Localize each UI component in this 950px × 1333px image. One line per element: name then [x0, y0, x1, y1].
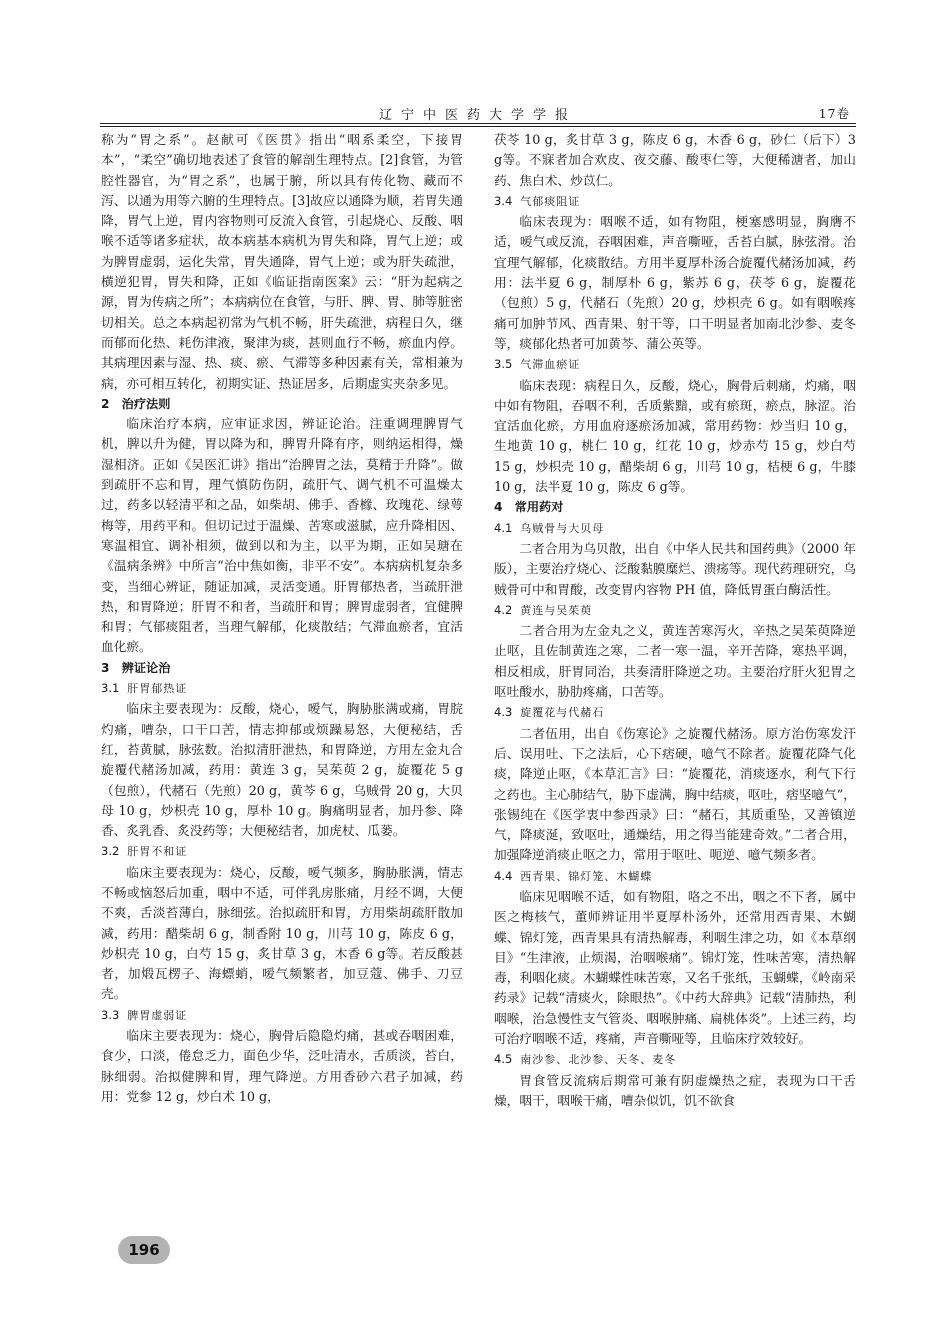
- subsection-heading: [494, 354, 856, 375]
- subsection-number: 3.5: [494, 357, 513, 372]
- subsection-title: 气郁痰阻证: [520, 194, 581, 208]
- paragraph: 临床表现：病程日久，反酸，烧心，胸骨后刺痛，灼痛，咽中如有物阻，吞咽不利，舌质紫黯，或有瘀斑，瘀点，脉涩。治宜活血化瘀，方用血府逐瘀汤加减，常用药物：炒当归 10 g，生地黄 10 g，桃仁 10 g，红花 10 g，炒赤芍 15 g，炒白芍 15 g，炒枳壳 10 g，醋柴胡 6 g，川芎 10 g，桔梗 6 g，牛膝 10 g，法半夏 10 g，陈皮 6 g等。: [494, 377, 856, 495]
- subsection-number: 4.3: [494, 705, 513, 720]
- running-header: [100, 102, 856, 122]
- page-number-badge: 196: [118, 1236, 170, 1264]
- paragraph: 茯苓 10 g，炙甘草 3 g，陈皮 6 g，木香 6 g，砂仁（后下）3 g等。不寐者加合欢皮、夜交藤、酸枣仁等，大便稀溏者，加山药、焦白术、炒苡仁。: [494, 132, 856, 188]
- header-rule-top: [100, 123, 856, 124]
- paragraph: 临床主要表现为：烧心，反酸，嗳气频多，胸胁胀满，情志不畅或恼怒后加重，咽中不适，可伴乳房胀痛，月经不调，大便不爽，舌淡苔薄白，脉细弦。治拟疏肝和胃，方用柴胡疏肝散加减，药用：醋柴胡 6 g，制香附 10 g，川芎 10 g，陈皮 6 g，炒枳壳 10 g，白芍 15 g，炙甘草 3 g，木香 6 g等。若反酸甚者，加煅瓦楞子、海螵蛸，嗳气频繁者，加豆蔻、佛手、刀豆壳。: [101, 864, 463, 1002]
- subsection-heading: [101, 1005, 463, 1026]
- subsection-number: 4.2: [494, 602, 513, 617]
- subsection-title: 黄连与吴茱萸: [520, 603, 593, 617]
- subsection-heading: [101, 841, 463, 862]
- section-heading: 3 辨证论治: [101, 660, 171, 675]
- subsection-number: 4.5: [494, 1052, 513, 1067]
- right-column: [494, 130, 856, 1111]
- subsection-heading: [494, 702, 856, 723]
- subsection-heading: [494, 191, 856, 212]
- subsection-heading: [494, 866, 856, 887]
- subsection-number: 3.3: [101, 1007, 120, 1022]
- paragraph: 临床治疗本病，应审证求因，辨证论治。注重调理脾胃气机，脾以升为健，胃以降为和，脾胃升降有序，则纳运相得，燥湿相济。正如《吴医汇讲》指出“治脾胃之法，莫精于升降”。做到疏肝不忘和胃，理气慎防伤阴，疏肝气、调气机不可温燥太过，药多以轻清平和之品，如柴胡、佛手、香橼、玫瑰花、绿萼梅等，用药平和。但切记过于温燥、苦寒或滋腻，应升降相因、寒温相宜、调补相须，做到以和为主，以平为期，正如吴瑭在《温病条辨》中所言“治中焦如衡，非平不安”。本病病机复杂多变，当细心辨证，随证加减，灵活变通。肝胃郁热者，当疏肝泄热，和胃降逆；肝胃不和者，当疏肝和胃；脾胃虚弱者，宜健脾和胃；气郁痰阻者，当理气解郁，化痰散结；气滞血瘀者，宜活血化瘀。: [101, 416, 463, 655]
- subsection-title: 气滞血瘀证: [520, 358, 581, 372]
- subsection-title: 肝胃郁热证: [127, 682, 188, 696]
- paragraph: 临床表现为：咽喉不适，如有物阻，梗塞感明显，胸膺不适，嗳气或反流，吞咽困难，声音嘶哑，舌苔白腻，脉弦滑。治宜理气解郁，化痰散结。方用半夏厚朴汤合旋覆代赭汤加减，药用：法半夏 6 g，制厚朴 6 g，紫苏 6 g，茯苓 6 g，旋覆花（包煎）5 g，代赭石（先煎）20 g，炒枳壳 6 g。如有咽喉疼痛可加肿节风、西青果、射干等，口干明显者加南北沙参、麦冬等，痰郁化热者可加黄芩、蒲公英等。: [494, 214, 856, 351]
- section-heading: 4 常用药对: [494, 500, 564, 515]
- subsection-number: 3.4: [494, 193, 513, 208]
- section-heading: 2 治疗法则: [101, 396, 171, 411]
- subsection-title: 乌贼骨与大贝母: [520, 521, 605, 535]
- subsection-title: 西青果、锦灯笼、木蝴蝶: [520, 869, 653, 883]
- paragraph: 二者合用为左金丸之义，黄连苦寒泻火，辛热之吴茱萸降逆止呕，且佐制黄连之寒，二者一寒一温，辛开苦降，寒热平调，相反相成，肝胃同治，共奏清肝降逆之功。主要治疗肝火犯胃之呕吐酸水，胁肋疼痛，口苦等。: [494, 623, 856, 700]
- subsection-number: 3.1: [101, 681, 120, 696]
- subsection-heading: [494, 1049, 856, 1070]
- subsection-number: 3.2: [101, 844, 120, 859]
- paragraph: 临床主要表现为：烧心，胸骨后隐隐灼痛，甚或吞咽困难，食少，口淡，倦怠乏力，面色少华，泛吐清水，舌质淡，苔白，脉细弱。治拟健脾和胃，理气降逆。方用香砂六君子加减，药用：党参 12 g，炒白术 10 g，: [101, 1028, 463, 1104]
- subsection-title: 旋覆花与代赭石: [520, 706, 605, 720]
- subsection-number: 4.4: [494, 868, 513, 883]
- subsection-heading: [494, 600, 856, 621]
- subsection-number: 4.1: [494, 520, 513, 535]
- paragraph: 二者伍用，出自《伤寒论》之旋覆代赭汤。原方治伤寒发汗后、误用吐、下之法后，心下痞硬，噫气不除者。旋覆花降气化痰，降逆止呕，《本草汇言》曰：“旋覆花，消痰逐水，利气下行之药也。主心肺结气，胁下虚满，胸中结痰，呕吐，痞坚噫气”，张锡纯在《医学衷中参西录》曰：“赭石，其质重坠，又善镇逆气，降痰涎，致呕吐，通燥结，用之得当能建奇效。”二者合用，加强降逆消痰止呕之力，常用于呕吐、呃逆、噫气频多者。: [494, 725, 856, 863]
- paragraph: 二者合用为乌贝散，出自《中华人民共和国药典》（2000 年版），主要治疗烧心、泛酸黏膜糜烂、溃疡等。现代药理研究，乌贼骨可中和胃酸，改变胃内容物 PH 值，降低胃蛋白酶活性。: [494, 540, 856, 597]
- subsection-title: 脾胃虚弱证: [127, 1008, 188, 1022]
- paragraph: 称为“胃之系”。赵献可《医贯》指出“咽系柔空，下接胃本”，“柔空”确切地表述了食管的解剖生理特点。[2]食管，为管腔性器官，为“胃之系”，也属于腑，所以具有传化物、藏而不泻、以通为用等六腑的生理特点。[3]故应以通降为顺，若胃失通降，胃气上逆，胃内容物则可反流入食管，引起烧心、反酸、咽喉不适等诸多症状，故本病基本病机为胃失和降，胃气上逆；或为脾胃虚弱，运化失常，胃失通降，胃气上逆；或为肝失疏泄，横逆犯胃，胃失和降，正如《临证指南医案》云：“肝为起病之源，胃为传病之所”；本病病位在食管，与肝、脾、胃、肺等脏密切相关。总之本病起初常为气机不畅，肝失疏泄，病程日久，继而郁而化热、耗伤津液，聚津为痰，甚则血行不畅，瘀血内停。其病理因素与湿、热、痰、瘀、气滞等多种因素有关，常相兼为病，亦可相互转化，初期实证、热证居多，后期虚实夹杂多见。: [101, 132, 463, 391]
- paragraph: 胃食管反流病后期常可兼有阴虚燥热之症，表现为口干舌燥，咽干，咽喉干痛，嘈杂似饥，饥不欲食: [494, 1072, 856, 1108]
- subsection-title: 南沙参、北沙参、天冬、麦冬: [520, 1053, 677, 1067]
- paragraph: 临床主要表现为：反酸，烧心，嗳气，胸胁胀满或痛，胃脘灼痛，嘈杂，口干口苦，情志抑郁或烦躁易怒，大便秘结，舌红，苔黄腻，脉弦数。治拟清肝泄热，和胃降逆，方用左金丸合旋覆代赭汤加减，药用：黄连 3 g，吴茱萸 2 g，旋覆花 5 g（包煎），代赭石（先煎）20 g，黄芩 6 g，乌贼骨 20 g，大贝母 10 g，炒枳壳 10 g，厚朴 10 g。胸痛明显者，加丹参、降香、炙乳香、炙没药等；大便秘结者，加虎杖、瓜蒌。: [101, 701, 463, 839]
- left-column: [101, 130, 463, 1107]
- paragraph: 临床见咽喉不适，如有物阻，咯之不出，咽之不下者，属中医之梅核气，董师辨证用半夏厚朴汤外，还常用西青果、木蝴蝶、锦灯笼，西青果具有清热解毒，利咽生津之功，如《本草纲目》“生津液，止烦渴，治咽喉痛”。锦灯笼，性味苦寒，清热解毒，利咽化痰。木蝴蝶性味苦寒，又名千张纸，玉蝴蝶，《岭南采药录》记载“清痰火，除眼热”。《中药大辞典》记载“清肺热，利咽喉，治急慢性支气管炎、咽喉肿痛、扁桃体炎”。上述三药，均可治疗咽喉不适，疼痛，声音嘶哑等，且临床疗效较好。: [494, 888, 856, 1047]
- subsection-heading: [494, 518, 856, 539]
- volume-number: 17卷: [818, 106, 850, 121]
- journal-title: 辽宁中医药大学学报: [378, 108, 577, 123]
- subsection-title: 肝胃不和证: [127, 845, 188, 859]
- header-rule-bottom: [100, 126, 856, 127]
- subsection-heading: [101, 678, 463, 699]
